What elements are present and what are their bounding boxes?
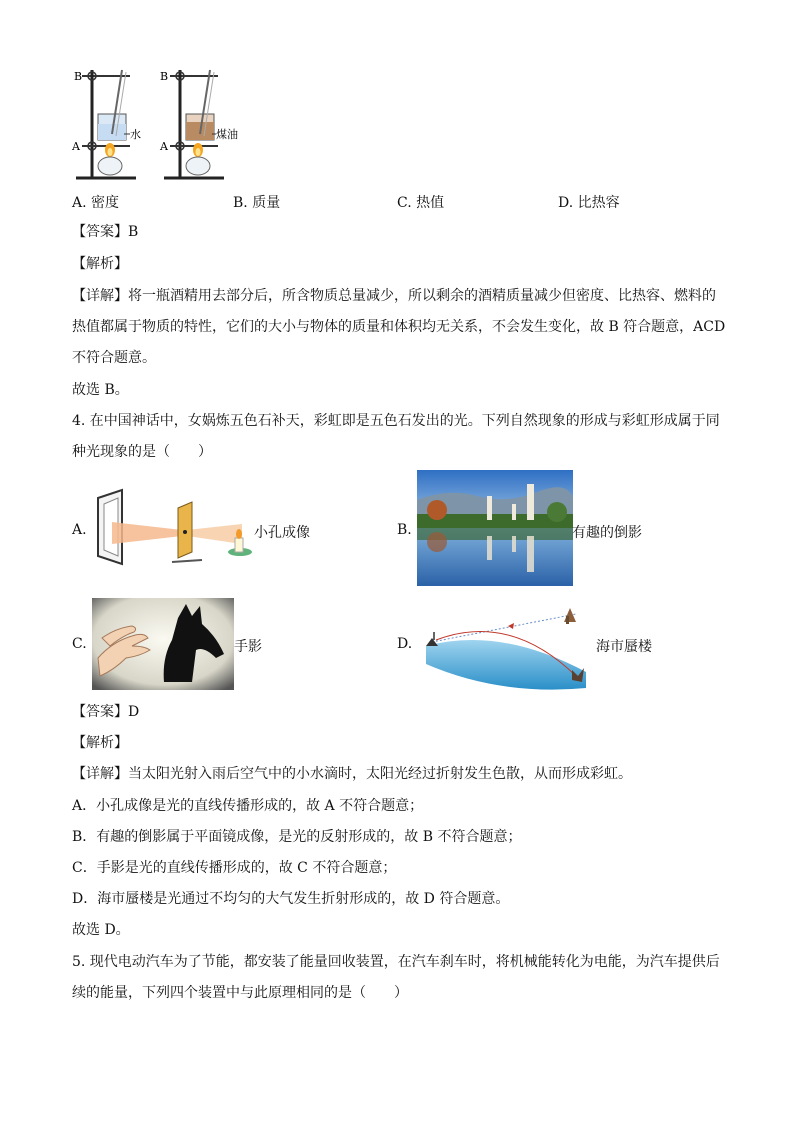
q4-detail-line: B．有趣的倒影属于平面镜成像，是光的反射形成的，故 B 不符合题意； (72, 829, 522, 845)
q5-stem-line: 续的能量，下列四个装置中与此原理相同的是（ ） (72, 985, 408, 1001)
q4-option-c-letter: C. (72, 636, 87, 652)
hand-shadow-image (92, 598, 234, 690)
label-B: B (160, 70, 169, 83)
label-water: 水 (130, 128, 141, 141)
q3-detail-line: 不符合题意。 (72, 350, 156, 366)
q4-detail-line: 【详解】当太阳光射入雨后空气中的小水滴时，太阳光经过折射发生色散，从而形成彩虹。 (72, 766, 632, 782)
label-B: B (74, 70, 83, 83)
q5-stem-line: 5. 现代电动汽车为了节能，都安装了能量回收装置，在汽车刹车时，将机械能转化为电能，为汽车提供后 (72, 954, 720, 970)
q4-stem-line: 4. 在中国神话中，女娲炼五色石补天，彩虹即是五色石发出的光。下列自然现象的形成与彩虹形成属于同 (72, 413, 720, 429)
q4-conclusion: 故选 D。 (72, 922, 130, 938)
heating-setup-water-figure (70, 66, 156, 184)
q4-option-a-caption: 小孔成像 (254, 525, 310, 541)
q3-conclusion: 故选 B。 (72, 382, 129, 398)
q4-detail-line: A．小孔成像是光的直线传播形成的，故 A 不符合题意； (72, 798, 424, 814)
q3-option-c: C. 热值 (397, 195, 445, 211)
q3-option-d: D. 比热容 (558, 195, 620, 211)
q4-option-b-letter: B. (397, 522, 412, 538)
q3-analysis-label: 【解析】 (72, 256, 128, 272)
q3-answer: 【答案】B (72, 224, 139, 240)
label-A: A (160, 140, 168, 153)
q3-detail-line: 热值都属于物质的特性，它们的大小与物体的质量和体积均无关系，不会发生变化，故 B 符合题意，ACD (72, 319, 726, 335)
q3-option-b: B. 质量 (233, 195, 281, 211)
heating-setup-kerosene-figure (158, 66, 248, 184)
q3-detail-line: 【详解】将一瓶酒精用去部分后，所含物质总量减少，所以剩余的酒精质量减少但密度、比热容、燃料的 (72, 288, 716, 304)
q4-option-d-letter: D. (397, 636, 413, 652)
q4-option-d-caption: 海市蜃楼 (596, 639, 652, 655)
q4-option-c-caption: 手影 (234, 639, 262, 655)
q4-analysis-label: 【解析】 (72, 735, 128, 751)
q3-option-a: A. 密度 (72, 195, 120, 211)
q4-option-b-caption: 有趣的倒影 (572, 525, 642, 541)
q4-option-a-letter: A. (72, 522, 87, 538)
q4-stem-line: 种光现象的是（ ） (72, 444, 212, 460)
label-kerosene: 煤油 (216, 128, 238, 141)
mirage-diagram (420, 604, 592, 690)
label-A: A (72, 140, 80, 153)
q4-answer: 【答案】D (72, 704, 140, 720)
q4-detail-line: C．手影是光的直线传播形成的，故 C 不符合题意； (72, 860, 397, 876)
pinhole-camera-image (92, 486, 254, 570)
q4-detail-line: D．海市蜃楼是光通过不均匀的大气发生折射形成的，故 D 符合题意。 (72, 891, 510, 907)
lake-reflection-photo (417, 470, 573, 586)
